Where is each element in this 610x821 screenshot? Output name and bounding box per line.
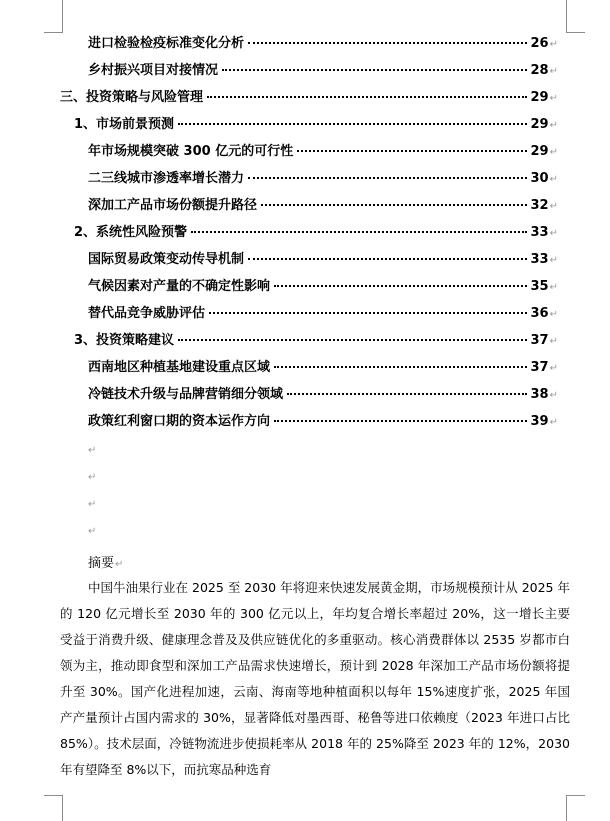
toc-entry-title: 二三线城市渗透率增长潜力 xyxy=(88,171,245,186)
toc-dot-leader xyxy=(274,356,527,368)
paragraph-mark: ↵ xyxy=(115,559,124,570)
toc-dot-leader xyxy=(297,140,526,152)
toc-entry-title: 三、投资策略与风险管理 xyxy=(60,90,204,105)
toc-entry[interactable] xyxy=(88,165,558,192)
toc-dot-leader xyxy=(261,194,527,206)
toc-entry-title: 1、市场前景预测 xyxy=(74,117,175,132)
toc-entry-title: 气候因素对产量的不确定性影响 xyxy=(88,279,271,294)
paragraph-mark: ↵ xyxy=(549,363,558,374)
toc-entry[interactable] xyxy=(88,300,558,327)
empty-paragraph: ↵ xyxy=(88,499,97,510)
toc-entry-title: 3、投资策略建议 xyxy=(74,333,175,348)
toc-entry[interactable] xyxy=(88,381,558,408)
paragraph-mark: ↵ xyxy=(549,147,558,158)
toc-entry[interactable] xyxy=(88,354,558,381)
paragraph-mark: ↵ xyxy=(549,201,558,212)
toc-entry-page: 28 xyxy=(530,63,549,78)
toc-entry-title: 冷链技术升级与品牌营销细分领域 xyxy=(88,387,284,402)
toc-entry-page: 38 xyxy=(530,387,549,402)
toc-entry-page: 29 xyxy=(530,117,549,132)
toc-entry-title: 2、系统性风险预警 xyxy=(74,225,188,240)
toc-entry-page: 39 xyxy=(530,414,549,429)
abstract-heading-text: 摘要 xyxy=(88,556,115,571)
paragraph-mark: ↵ xyxy=(549,255,558,266)
paragraph-mark: ↵ xyxy=(549,174,558,185)
toc-dot-leader xyxy=(178,113,526,125)
empty-paragraph: ↵ xyxy=(88,472,97,483)
paragraph-mark: ↵ xyxy=(549,120,558,131)
toc-entry[interactable] xyxy=(74,111,558,138)
toc-dot-leader xyxy=(207,86,527,98)
toc-dot-leader xyxy=(209,302,527,314)
toc-dot-leader xyxy=(248,32,527,44)
toc-entry-page: 35 xyxy=(530,279,549,294)
toc-entry[interactable] xyxy=(74,327,558,354)
paragraph-mark: ↵ xyxy=(549,336,558,347)
toc-entry-page: 30 xyxy=(530,171,549,186)
paragraph-mark: ↵ xyxy=(549,417,558,428)
margin-corner-bottom-left xyxy=(44,795,63,821)
toc-entry-title: 政策红利窗口期的资本运作方向 xyxy=(88,414,271,429)
toc-dot-leader xyxy=(222,59,527,71)
toc-entry-page: 36 xyxy=(530,306,549,321)
toc-entry-title: 国际贸易政策变动传导机制 xyxy=(88,252,245,267)
paragraph-mark: ↵ xyxy=(549,228,558,239)
toc-entry[interactable] xyxy=(88,30,558,57)
toc-entry-page: 33 xyxy=(530,225,549,240)
toc-entry-page: 32 xyxy=(530,198,549,213)
abstract-heading xyxy=(88,552,123,571)
paragraph-mark: ↵ xyxy=(549,390,558,401)
toc-entry[interactable] xyxy=(88,246,558,273)
toc-entry[interactable] xyxy=(88,408,558,435)
paragraph-mark: ↵ xyxy=(549,93,558,104)
toc-entry[interactable] xyxy=(88,57,558,84)
toc-entry-page: 26 xyxy=(530,36,549,51)
toc-entry-title: 深加工产品市场份额提升路径 xyxy=(88,198,258,213)
toc-dot-leader xyxy=(178,329,526,341)
margin-corner-top-right xyxy=(566,0,585,33)
paragraph-mark: ↵ xyxy=(549,39,558,50)
margin-corner-top-left xyxy=(44,0,63,33)
toc-entry-page: 37 xyxy=(530,333,549,348)
toc-entry-page: 29 xyxy=(530,144,549,159)
toc-entry-page: 29 xyxy=(530,90,549,105)
empty-paragraph: ↵ xyxy=(88,526,97,537)
toc-entry-title: 年市场规模突破 300 亿元的可行性 xyxy=(88,144,294,159)
toc-dot-leader xyxy=(191,221,526,233)
paragraph-mark: ↵ xyxy=(549,66,558,77)
toc-dot-leader xyxy=(287,383,527,395)
toc-dot-leader xyxy=(274,275,527,287)
empty-paragraph: ↵ xyxy=(88,445,97,456)
toc-entry[interactable] xyxy=(74,219,558,246)
toc-entry[interactable] xyxy=(60,84,558,111)
toc-entry-title: 乡村振兴项目对接情况 xyxy=(88,63,219,78)
toc-entry-title: 西南地区种植基地建设重点区域 xyxy=(88,360,271,375)
toc-entry[interactable] xyxy=(88,138,558,165)
toc-entry-title: 进口检验检疫标准变化分析 xyxy=(88,36,245,51)
toc-dot-leader xyxy=(248,167,527,179)
paragraph-mark: ↵ xyxy=(549,309,558,320)
toc-dot-leader xyxy=(248,248,527,260)
toc-entry[interactable] xyxy=(88,273,558,300)
toc-entry-page: 33 xyxy=(530,252,549,267)
paragraph-mark: ↵ xyxy=(549,282,558,293)
toc-dot-leader xyxy=(274,410,527,422)
abstract-body: 中国牛油果行业在 2025 至 2030 年将迎来快速发展黄金期，市场规模预计从 2025 年的 120 亿元增长至 2030 年的 300 亿元以上，年均复合增长率超过 20%，这一增长主要受益于消费升级、健康理念普及及供应链优化的多重驱动。核心消费群体以 2535 岁都市白领为主，推动即食型和深加工产品需求快速增长，预计到 2028 年深加工产品市场份额将提升至 30%。国产化进程加速，云南、海南等地种植面积以每年 15%速度扩张，2025 年国产产量预计占国内需求的 30%，显著降低对墨西哥、秘鲁等进口依赖度（2023 年进口占比 85%）。技术层面，冷链物流进步使损耗率从 2018 年的 25%降至 2023 年的 12%，2030 年有望降至 8%以下，而抗寒品种选育 xyxy=(60,580,570,777)
toc-entry-title: 替代品竞争威胁评估 xyxy=(88,306,206,321)
toc-entry[interactable] xyxy=(88,192,558,219)
margin-corner-bottom-right xyxy=(566,795,585,821)
toc-entry-page: 37 xyxy=(530,360,549,375)
